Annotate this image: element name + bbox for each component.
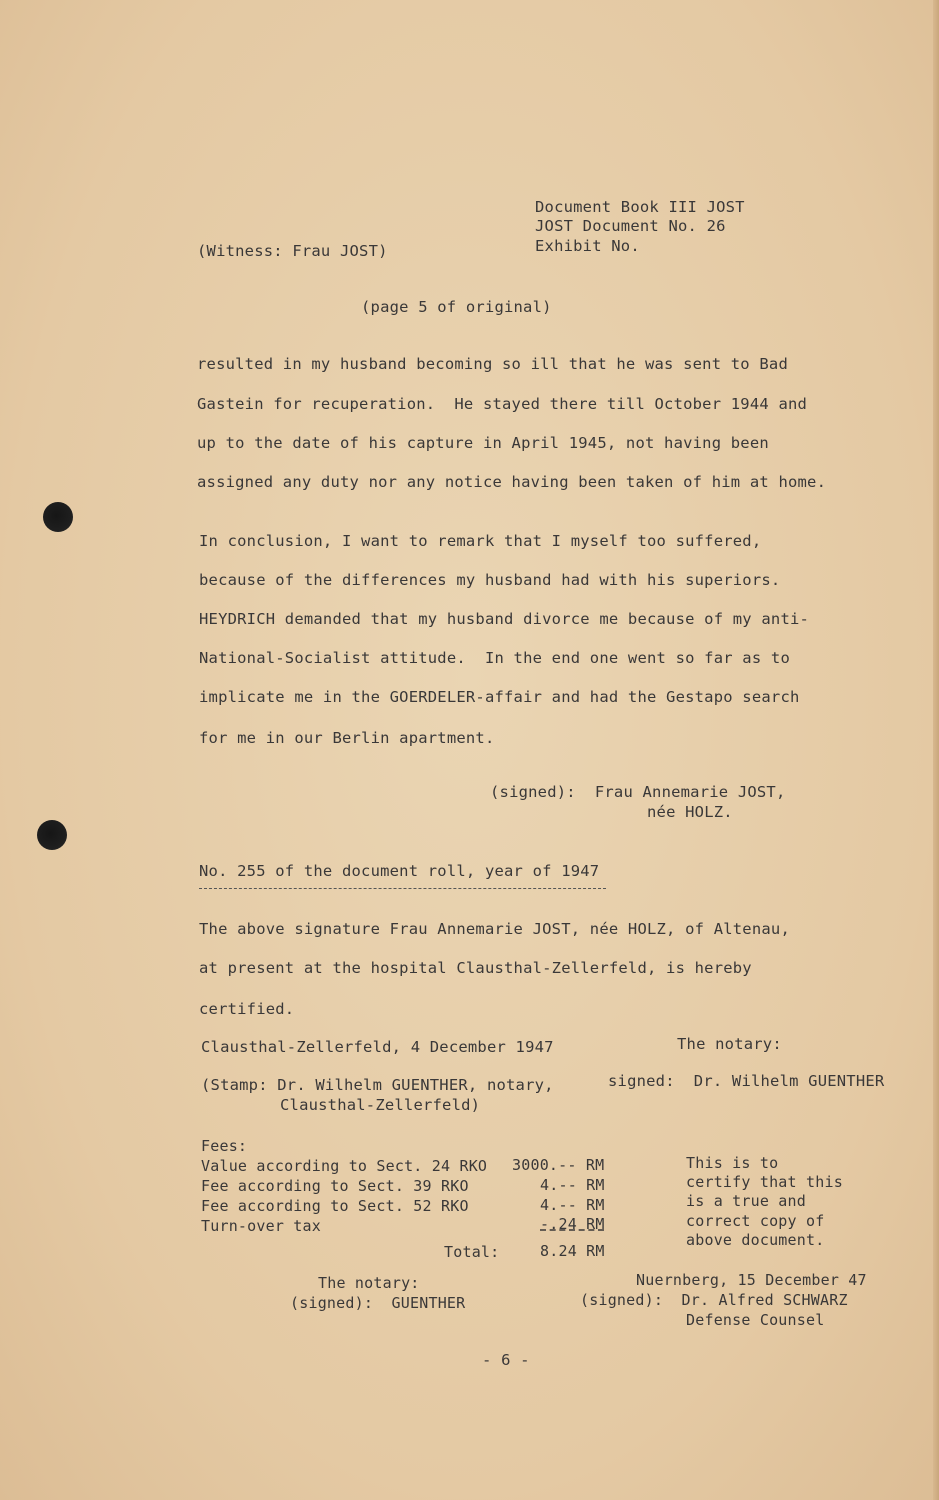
fee-row-label: Fee according to Sect. 39 RKO — [201, 1177, 469, 1195]
witness-maiden-name: née HOLZ. — [647, 803, 733, 821]
body-line: resulted in my husband becoming so ill that he was sent to Bad — [197, 355, 788, 373]
fee-row-label: Fee according to Sect. 52 RKO — [201, 1197, 469, 1215]
footer-place-date: Nuernberg, 15 December 47 — [636, 1271, 867, 1289]
body-line: for me in our Berlin apartment. — [199, 729, 495, 747]
fees-title: Fees: — [201, 1137, 248, 1155]
footer-counsel-signed: (signed): Dr. Alfred SCHWARZ — [580, 1291, 848, 1309]
witness-signature-line: (signed): Frau Annemarie JOST, — [490, 783, 786, 801]
body-line: In conclusion, I want to remark that I myself too suffered, — [199, 532, 762, 550]
certify-line: is a true and — [686, 1192, 806, 1210]
footer-notary-label: The notary: — [318, 1274, 420, 1292]
footer-notary-signed: (signed): GUENTHER — [290, 1294, 466, 1312]
punch-hole-lower — [37, 820, 67, 850]
fee-row-label: Value according to Sect. 24 RKO — [201, 1157, 488, 1175]
fee-row-amount: -.24 RM — [540, 1215, 605, 1233]
document-roll-underline — [199, 888, 606, 889]
page-number: - 6 - — [482, 1351, 530, 1369]
page-of-original-note: (page 5 of original) — [361, 298, 552, 316]
fee-row-amount: 4.-- RM — [540, 1176, 605, 1194]
notary-stamp-place: Clausthal-Zellerfeld) — [280, 1096, 481, 1114]
footer-counsel-title: Defense Counsel — [686, 1311, 825, 1329]
document-number-label: JOST Document No. 26 — [535, 217, 726, 235]
certification-line: at present at the hospital Clausthal-Zellerfeld, is hereby — [199, 959, 752, 977]
exhibit-label: Exhibit No. — [535, 237, 640, 255]
fee-row-amount: 4.-- RM — [540, 1196, 605, 1214]
body-line: HEYDRICH demanded that my husband divorce me because of my anti- — [199, 610, 810, 628]
certification-line: The above signature Frau Annemarie JOST, née HOLZ, of Altenau, — [199, 920, 790, 938]
body-line: implicate me in the GOERDELER-affair and had the Gestapo search — [199, 688, 800, 706]
notary-stamp-line: (Stamp: Dr. Wilhelm GUENTHER, notary, — [201, 1076, 554, 1094]
punch-hole-upper — [43, 502, 73, 532]
document-roll-title: No. 255 of the document roll, year of 1947 — [199, 862, 600, 880]
fees-total-label: Total: — [444, 1243, 500, 1261]
document-book-label: Document Book III JOST — [535, 198, 745, 216]
certify-line: correct copy of — [686, 1212, 825, 1230]
certify-line: certify that this — [686, 1173, 843, 1191]
fee-row-amount: 3000.-- RM — [512, 1156, 605, 1174]
fee-row-label: Turn-over tax — [201, 1217, 321, 1235]
witness-label: (Witness: Frau JOST) — [197, 242, 388, 260]
notary-label: The notary: — [677, 1035, 782, 1053]
body-line: National-Socialist attitude. In the end one went so far as to — [199, 649, 790, 667]
fees-total-amount: 8.24 RM — [540, 1242, 605, 1260]
notary-signed-line: signed: Dr. Wilhelm GUENTHER — [608, 1072, 885, 1090]
body-line: up to the date of his capture in April 1945, not having been — [197, 434, 769, 452]
certification-line: certified. — [199, 1000, 295, 1018]
body-line: assigned any duty nor any notice having been taken of him at home. — [197, 473, 827, 491]
certify-line: This is to — [686, 1154, 779, 1172]
body-line: Gastein for recuperation. He stayed there till October 1944 and — [197, 395, 808, 413]
place-date: Clausthal-Zellerfeld, 4 December 1947 — [201, 1038, 554, 1056]
certify-line: above document. — [686, 1231, 825, 1249]
body-line: because of the differences my husband had with his superiors. — [199, 571, 781, 589]
